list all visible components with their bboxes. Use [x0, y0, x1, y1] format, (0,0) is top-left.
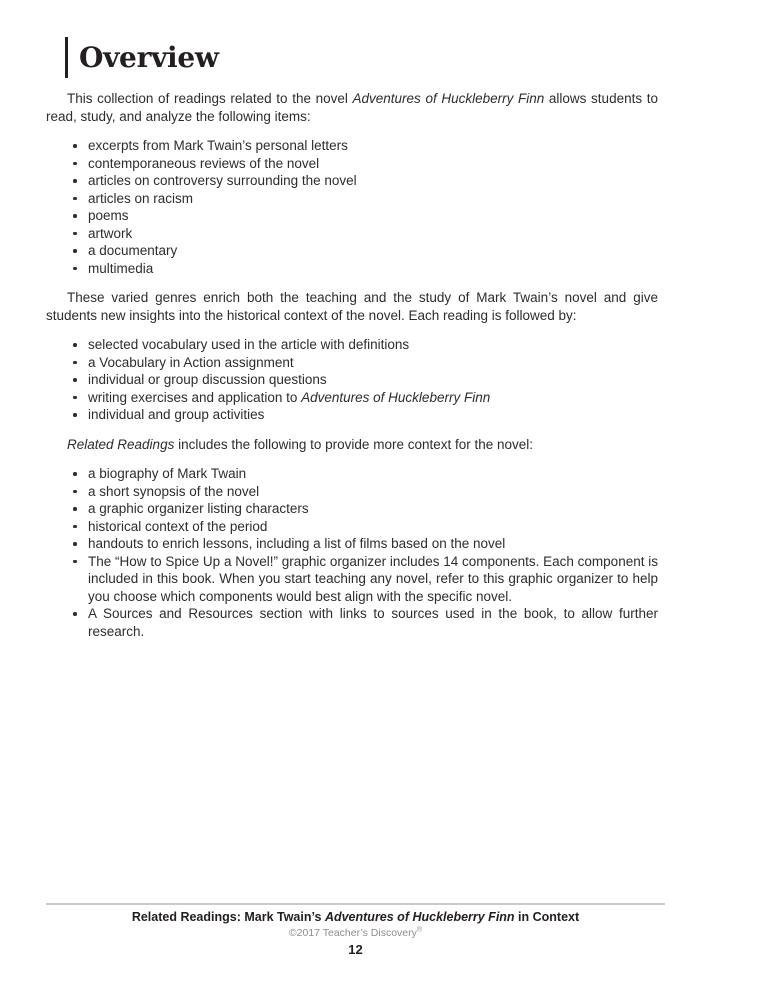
list-item: a short synopsis of the novel	[88, 483, 658, 501]
list-item: selected vocabulary used in the article with definitions	[88, 336, 658, 354]
page-content	[46, 0, 658, 640]
list-item: individual and group activities	[88, 406, 658, 424]
genres-paragraph: These varied genres enrich both the teaching and the study of Mark Twain’s novel and give students new insights into the historical context of the novel. Each reading is followed by:	[46, 290, 658, 323]
list-item: The “How to Spice Up a Novel!” graphic organizer includes 14 components. Each component is included in this book. When you start teaching any novel, refer to this graphic organizer to help you choose which components would best align with the specific novel.	[88, 553, 658, 604]
list-item: A Sources and Resources section with links to sources used in the book, to allow further research.	[88, 606, 658, 639]
followup-items-list	[46, 336, 658, 424]
list-item: writing exercises and application to Adventures of Huckleberry Finn	[88, 389, 658, 407]
list-item: historical context of the period	[88, 518, 658, 536]
page-footer	[46, 903, 665, 958]
list-item: multimedia	[88, 260, 658, 278]
list-item: contemporaneous reviews of the novel	[88, 155, 658, 173]
related-contents-list	[46, 465, 658, 640]
footer-book-title: Related Readings: Mark Twain’s Adventures of Huckleberry Finn in Context	[131, 910, 580, 924]
list-item: artwork	[88, 225, 658, 243]
reading-items-list	[46, 137, 658, 277]
list-item: individual or group discussion questions	[88, 371, 658, 389]
footer-divider	[46, 903, 665, 905]
section-title-block	[65, 37, 658, 78]
list-item: poems	[88, 207, 658, 225]
list-item: a documentary	[88, 242, 658, 260]
list-item: a graphic organizer listing characters	[88, 500, 658, 518]
list-item: a Vocabulary in Action assignment	[88, 354, 658, 372]
list-item: handouts to enrich lessons, including a list of films based on the novel	[88, 535, 658, 553]
list-item: excerpts from Mark Twain’s personal letters	[88, 137, 658, 155]
intro-paragraph: This collection of readings related to the novel Adventures of Huckleberry Finn allows students to read, study, and analyze the following items:	[46, 91, 658, 124]
list-item: a biography of Mark Twain	[88, 465, 658, 483]
footer-page-number: 12	[348, 942, 363, 957]
list-item: articles on controversy surrounding the novel	[88, 172, 658, 190]
related-readings-paragraph: Related Readings includes the following to provide more context for the novel:	[67, 436, 534, 452]
footer-copyright: ©2017 Teacher’s Discovery®	[288, 926, 423, 939]
list-item: articles on racism	[88, 190, 658, 208]
page-title: Overview	[79, 40, 219, 74]
